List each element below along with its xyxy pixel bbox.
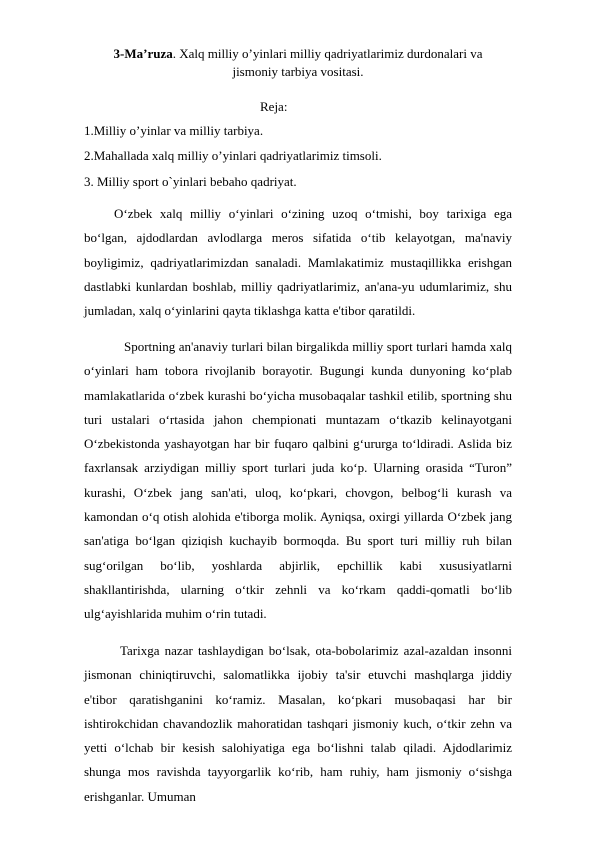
plan-item-1: 1.Milliy o’yinlar va milliy tarbiya. — [84, 123, 264, 138]
paragraph-1: O‘zbek xalq milliy o‘yinlari o‘zining uzoq o‘tmishi, boy tarixiga ega bo‘lgan, ajdodlardan avlodlarga meros sifatida o‘tib kelayotgan, ma'naviy boyligimiz, qadriyatlarimizdan sanaladi. Mamlakatimiz mustaqillikka erishgan dastlabki kunlardan boshlab, milliy qadriyatlarimiz, an'ana-yu udumlarimiz, shu jumladan, xalq o‘yinlarini qayta tiklashga katta e'tibor qaratildi. — [84, 206, 512, 319]
plan-heading: Reja: — [260, 99, 288, 114]
lecture-title — [90, 45, 506, 81]
paragraph-3: Tarixga nazar tashlaydigan bo‘lsak, ota-bobolarimiz azal-azaldan insonni jismonan chiniqtiruvchi, salomatlikka ijobiy ta'sir etuvchi mashqlarga jiddiy e'tibor qaratishganini ko‘ramiz. Masalan, ko‘pkari musobaqasi har bir ishtirokchidan chavandozlik mahoratidan tashqari jismoniy kuch, o‘tkir zehn va yetti o‘lchab bir kesish salohiyatiga ega bo‘lishni talab qiladi. Ajdodlarimiz shunga mos ravishda tayyorgarlik ko‘rib, ham ruhiy, ham jismoniy o‘sishga erishganlar. Umuman — [84, 643, 512, 804]
plan-item-3: 3. Milliy sport o`yinlari bebaho qadriyat. — [84, 174, 297, 189]
lecture-topic: . Xalq milliy o’yinlari milliy qadriyatlarimiz durdonalari va jismoniy tarbiya vositasi. — [172, 46, 483, 79]
plan-item-2: 2.Mahallada xalq milliy o’yinlari qadriyatlarimiz timsoli. — [84, 148, 382, 163]
lecture-number: 3-Ma’ruza — [113, 46, 173, 61]
paragraph-2: Sportning an'anaviy turlari bilan birgalikda milliy sport turlari hamda xalq o‘yinlari ham tobora rivojlanib borayotir. Bugungi kunda dunyoning ko‘plab mamlakatlarida o‘zbek kurashi bo‘yicha musobaqalar tashkil etilib, sportning shu turi ustalari o‘rtasida jahon chempionati muntazam o‘tkazib kelinayotgani O‘zbekistonda yashayotgan har bir fuqaro qalbini g‘ururga to‘ldiradi. Aslida biz faxrlansak arziydigan milliy sport turlari juda ko‘p. Ularning orasida “Turon” kurashi, O‘zbek jang san'ati, uloq, ko‘pkari, chovgon, belbog‘li kurash va kamondan o‘q otish alohida e'tiborga molik. Ayniqsa, oxirgi yillarda O‘zbek jang san'atiga bo‘lgan qiziqish kuchayib bormoqda. Bu sport turi milliy ruh bilan sug‘orilgan bo‘lib, yoshlarda abjirlik, epchillik kabi xususiyatlarni shakllantirishda, ularning o‘tkir zehnli va ko‘rkam qaddi-qomatli bo‘lib ulg‘ayishlarida muhim o‘rin tutadi. — [84, 339, 512, 622]
